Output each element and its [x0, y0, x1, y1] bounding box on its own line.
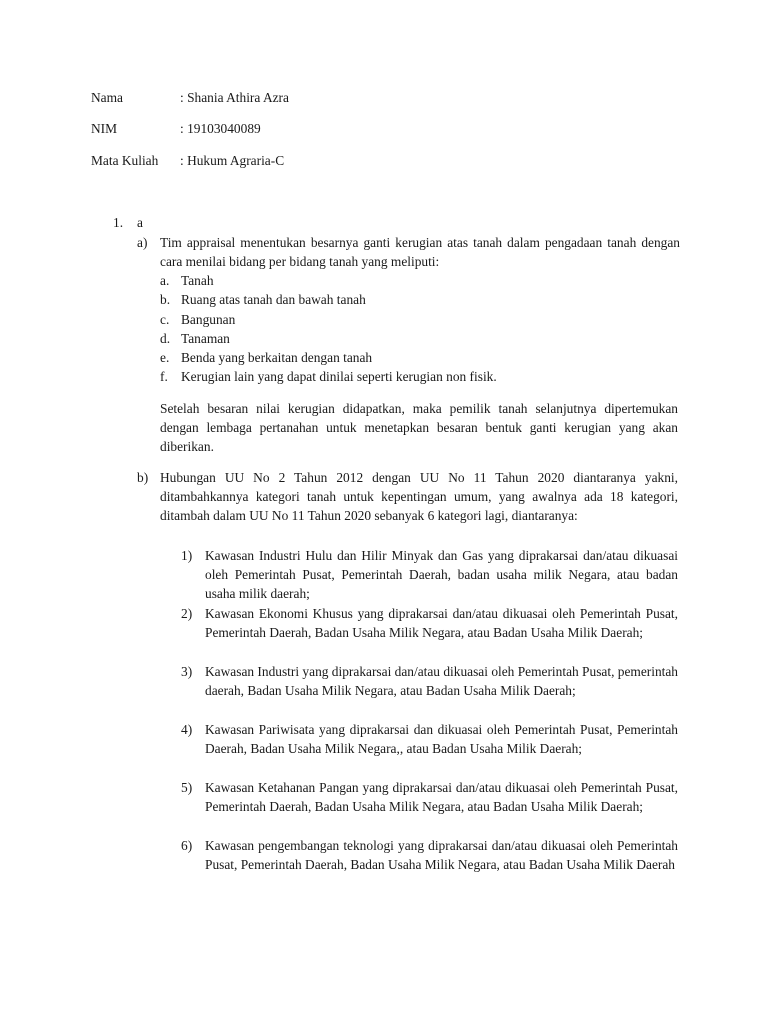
field-value: : Hukum Agraria-C — [180, 153, 285, 168]
list-marker: 2) — [181, 606, 193, 621]
field-value: : 19103040089 — [180, 121, 261, 136]
list-marker: d. — [160, 331, 171, 346]
part-b-intro: Hubungan UU No 2 Tahun 2012 dengan UU No 11 Tahun 2020 diantaranya yakni, ditambahkannya kategori tanah untuk kepentingan umum, yang awalnya ada 18 kategori, ditambah dalam UU No 11 Tahun 2020 sebanyak 6 kategori lagi, diantaranya: — [160, 470, 678, 523]
list-marker: a. — [160, 273, 170, 288]
part-a-marker: a) — [137, 235, 148, 250]
list-marker: 1) — [181, 548, 193, 563]
list-marker: 5) — [181, 780, 193, 795]
list-marker: 4) — [181, 722, 193, 737]
list-text: Tanaman — [181, 331, 230, 346]
part-a-conclusion: Setelah besaran nilai kerugian didapatkan, maka pemilik tanah selanjutnya dipertemukan dengan lembaga pertanahan untuk menetapkan besaran bentuk ganti kerugian yang akan diberikan. — [160, 401, 678, 454]
list-marker: e. — [160, 350, 170, 365]
field-label: Mata Kuliah — [91, 153, 159, 168]
list-text: Tanah — [181, 273, 214, 288]
list-marker: 3) — [181, 664, 193, 679]
list-text: Bangunan — [181, 312, 236, 327]
list-marker: c. — [160, 312, 170, 327]
part-b-marker: b) — [137, 470, 149, 485]
list-text: Kawasan pengembangan teknologi yang diprakarsai dan/atau dikuasai oleh Pemerintah Pusat, Pemerintah Daerah, Badan Usaha Milik Negara, atau Badan Usaha Milik Daerah — [205, 838, 678, 872]
list-text: Kawasan Ekonomi Khusus yang diprakarsai dan/atau dikuasai oleh Pemerintah Pusat, Pemerintah Daerah, Badan Usaha Milik Negara, atau Badan Usaha Milik Daerah; — [205, 606, 678, 640]
list-text: Benda yang berkaitan dengan tanah — [181, 350, 373, 365]
part-a-intro: Tim appraisal menentukan besarnya ganti kerugian atas tanah dalam pengadaan tanah dengan cara menilai bidang per bidang tanah yang meliputi: — [160, 235, 680, 269]
list-marker: b. — [160, 292, 171, 307]
list-marker: f. — [160, 369, 168, 384]
list-text: Kawasan Industri yang diprakarsai dan/atau dikuasai oleh Pemerintah Pusat, pemerintah daerah, Badan Usaha Milik Negara, atau Badan Usaha Milik Daerah; — [205, 664, 678, 698]
list-text: Kerugian lain yang dapat dinilai seperti kerugian non fisik. — [181, 369, 497, 384]
question-number: 1. — [113, 215, 124, 230]
field-value: : Shania Athira Azra — [180, 90, 289, 105]
list-marker: 6) — [181, 838, 193, 853]
field-label: Nama — [91, 90, 123, 105]
field-label: NIM — [91, 121, 118, 136]
question-label: a — [137, 215, 143, 230]
list-text: Ruang atas tanah dan bawah tanah — [181, 292, 366, 307]
list-text: Kawasan Ketahanan Pangan yang diprakarsai dan/atau dikuasai oleh Pemerintah Pusat, Pemerintah Daerah, Badan Usaha Milik Negara, atau Badan Usaha Milik Daerah; — [205, 780, 678, 814]
list-text: Kawasan Pariwisata yang diprakarsai dan dikuasai oleh Pemerintah Pusat, Pemerintah Daerah, Badan Usaha Milik Negara,, atau Badan Usaha Milik Daerah; — [205, 722, 678, 756]
list-text: Kawasan Industri Hulu dan Hilir Minyak dan Gas yang diprakarsai dan/atau dikuasai oleh Pemerintah Pusat, Pemerintah Daerah, badan usaha milik Negara, atau badan usaha milik daerah; — [205, 548, 678, 601]
